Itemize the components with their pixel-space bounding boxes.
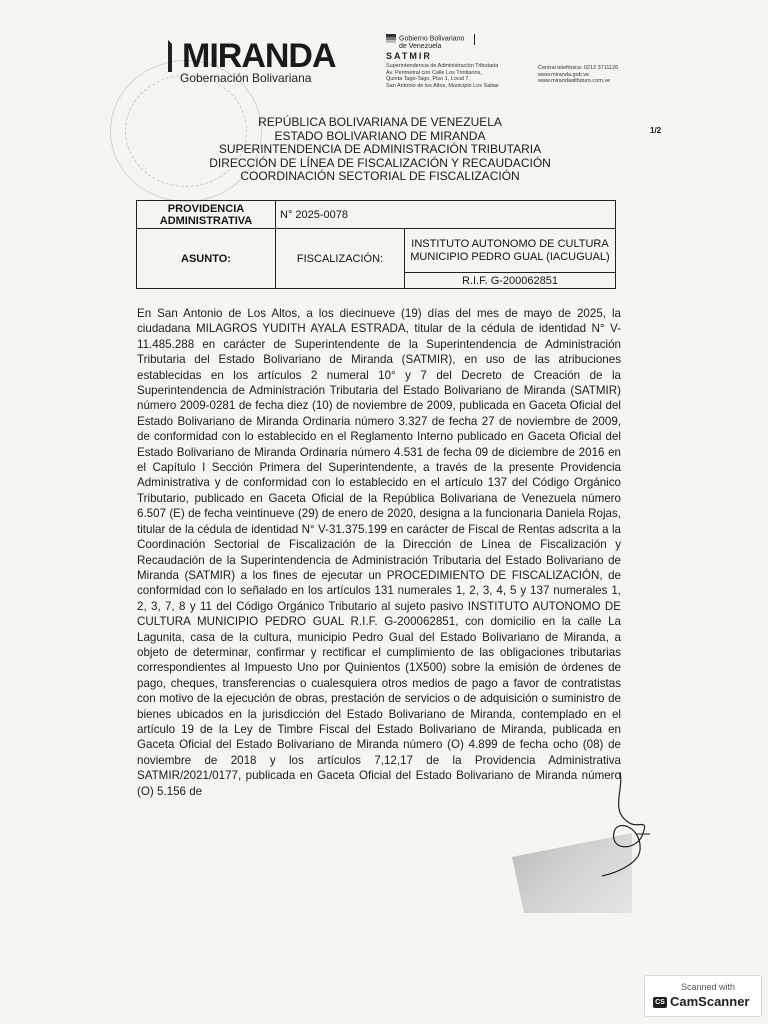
providencia-number: N° 2025-0078 — [276, 201, 616, 229]
satmir-address — [386, 63, 499, 89]
institution-header-line: COORDINACIÓN SECTORIAL DE FISCALIZACIÓN — [240, 169, 520, 183]
contact-line: www.mirandaaltfuturo.com.ve — [538, 78, 611, 84]
address-line: San Antonio de los Altos, Municipio Los Salias — [386, 82, 499, 89]
miranda-logo — [174, 36, 354, 96]
gov-separator — [474, 34, 475, 45]
signature-mark — [590, 770, 660, 880]
camscanner-badge — [644, 975, 762, 1017]
logo-title: MIRANDA — [182, 37, 336, 75]
camscanner-logo-icon: CS — [653, 997, 667, 1008]
logo-subtitle: Gobernación Bolivariana — [180, 71, 312, 85]
institution-header-line: ESTADO BOLIVARIANO DE MIRANDA — [274, 128, 486, 143]
address-line: Superintendencia de Administración Tributaria — [386, 63, 499, 69]
asunto-label: ASUNTO: — [137, 229, 276, 289]
gov-logo — [386, 34, 464, 51]
institution-header-line: DIRECCIÓN DE LÍNEA DE FISCALIZACIÓN Y RECAUDACIÓN — [209, 155, 551, 170]
entity-name: INSTITUTO AUTONOMO DE CULTURA MUNICIPIO PEDRO GUAL (IACUGUAL) — [405, 229, 616, 273]
institution-header-line: REPÚBLICA BOLIVARIANA DE VENEZUELA — [258, 115, 502, 129]
providencia-table — [136, 200, 616, 289]
satmir-title: SATMIR — [386, 51, 432, 61]
address-line: Av. Perimetral con Calle Los Trinitarios, — [386, 69, 482, 76]
fiscalizacion-label: FISCALIZACIÓN: — [276, 229, 405, 289]
address-line: Quinta Tago-Tago, Piso 1, Local 7, — [386, 76, 470, 82]
camscanner-brand: CamScanner — [670, 994, 750, 1009]
institution-headers — [150, 116, 610, 184]
providencia-label-line1: PROVIDENCIA — [167, 202, 245, 215]
providencia-label — [137, 201, 276, 229]
providencia-label-line2: ADMINISTRATIVA — [159, 214, 253, 227]
gov-name-line1: Gobierno Bolivariano — [399, 35, 465, 43]
scanned-with-label: Scanned with — [681, 982, 736, 992]
body-paragraph: En San Antonio de Los Altos, a los diecinueve (19) días del mes de mayo de 2025, la ciudadana MILAGROS YUDITH AYALA ESTRADA, titular de la cédula de identidad N° V-11.485.288 en carácter de Superintendente de la Superintendencia de Administración Tributaria del Estado Bolivariano de Miranda (SATMIR), en uso de las atribuciones establecidas en los artículos 2 numeral 10° y 7 del Decreto de Creación de la Superintendencia de Administración Tributaria del Estado Bolivariano de Miranda (SATMIR) número 2009-0281 de fecha diez (10) de noviembre de 2009, publicada en Gaceta Oficial del Estado Bolivariano de Miranda Ordinaria número 3.327 de fecha 27 de noviembre de 2009, de conformidad con lo establecido en el Reglamento Interno publicado en Gaceta Oficial del Estado Bolivariano de Miranda Ordinaria número 4.531 de fecha 09 de diciembre de 2016 en el Capítulo I Sección Primera del Superintendente, a través de la presente Providencia Administrativa y de conformidad con lo establecido en el artículo 137 del Código Orgánico Tributario, publicado en Gaceta Oficial de la República Bolivariana de Venezuela número 6.507 (E) de fecha veintinueve (29) de enero de 2020, designa a la funcionaria Daniela Rojas, titular de la cédula de identidad N° V-31.375.199 en carácter de Fiscal de Rentas adscrita a la Coordinación Sectorial de Fiscalización de la Dirección de Línea de Fiscalización y Recaudación de la Superintendencia de Administración Tributaria del Estado Bolivariano de Miranda (SATMIR) a los fines de ejecutar un PROCEDIMIENTO DE FISCALIZACIÓN, de conformidad con lo señalado en los artículos 131 numerales 1, 2, 3, 4, 5 y 137 numerales 1, 2, 3, 7, 8 y 11 del Código Orgánico Tributario al sujeto pasivo INSTITUTO AUTONOMO DE CULTURA MUNICIPIO PEDRO GUAL R.I.F. G-200062851, con domicilio en la calle La Lagunita, casa de la cultura, municipio Pedro Gual del Estado Bolivariano de Miranda, a objeto de determinar, confirmar y rectificar el cumplimiento de las obligaciones tributarias correspondientes al Impuesto Uno por Quinientos (1X500) sobre la emisión de órdenes de pago, cheques, transferencias o cualesquiera otros medios de pago a favor de contratistas con motivo de la ejecución de obras, prestación de servicios o de adquisición o suministro de bienes ubicados en la jurisdicción del Estado Bolivariano de Miranda, contemplado en el artículo 19 de la Ley de Timbre Fiscal del Estado Bolivariano de Miranda, publicada en Gaceta Oficial del Estado Bolivariano de Miranda número (O) 4.899 de fecha ocho (08) de noviembre de 2018 y los artículos 7,12,17 de la Providencia Administrativa SATMIR/2021/0177, publicada en Gaceta Oficial del Estado Bolivariano de Miranda número (O) 5.156 de — [137, 307, 621, 798]
gov-name-line2: de Venezuela — [399, 43, 442, 51]
satmir-contact — [538, 65, 618, 85]
venezuela-flag-icon — [386, 34, 396, 43]
government-header — [386, 34, 666, 104]
contact-line: www.miranda.gob.ve — [538, 71, 590, 78]
contact-line: Central telefónica: 0212 3711126 — [538, 65, 619, 71]
institution-header-line: SUPERINTENDENCIA DE ADMINISTRACIÓN TRIBUTARIA — [218, 142, 542, 156]
entity-rif: R.I.F. G-200062851 — [405, 273, 616, 289]
page-number: 1/2 — [650, 126, 662, 135]
